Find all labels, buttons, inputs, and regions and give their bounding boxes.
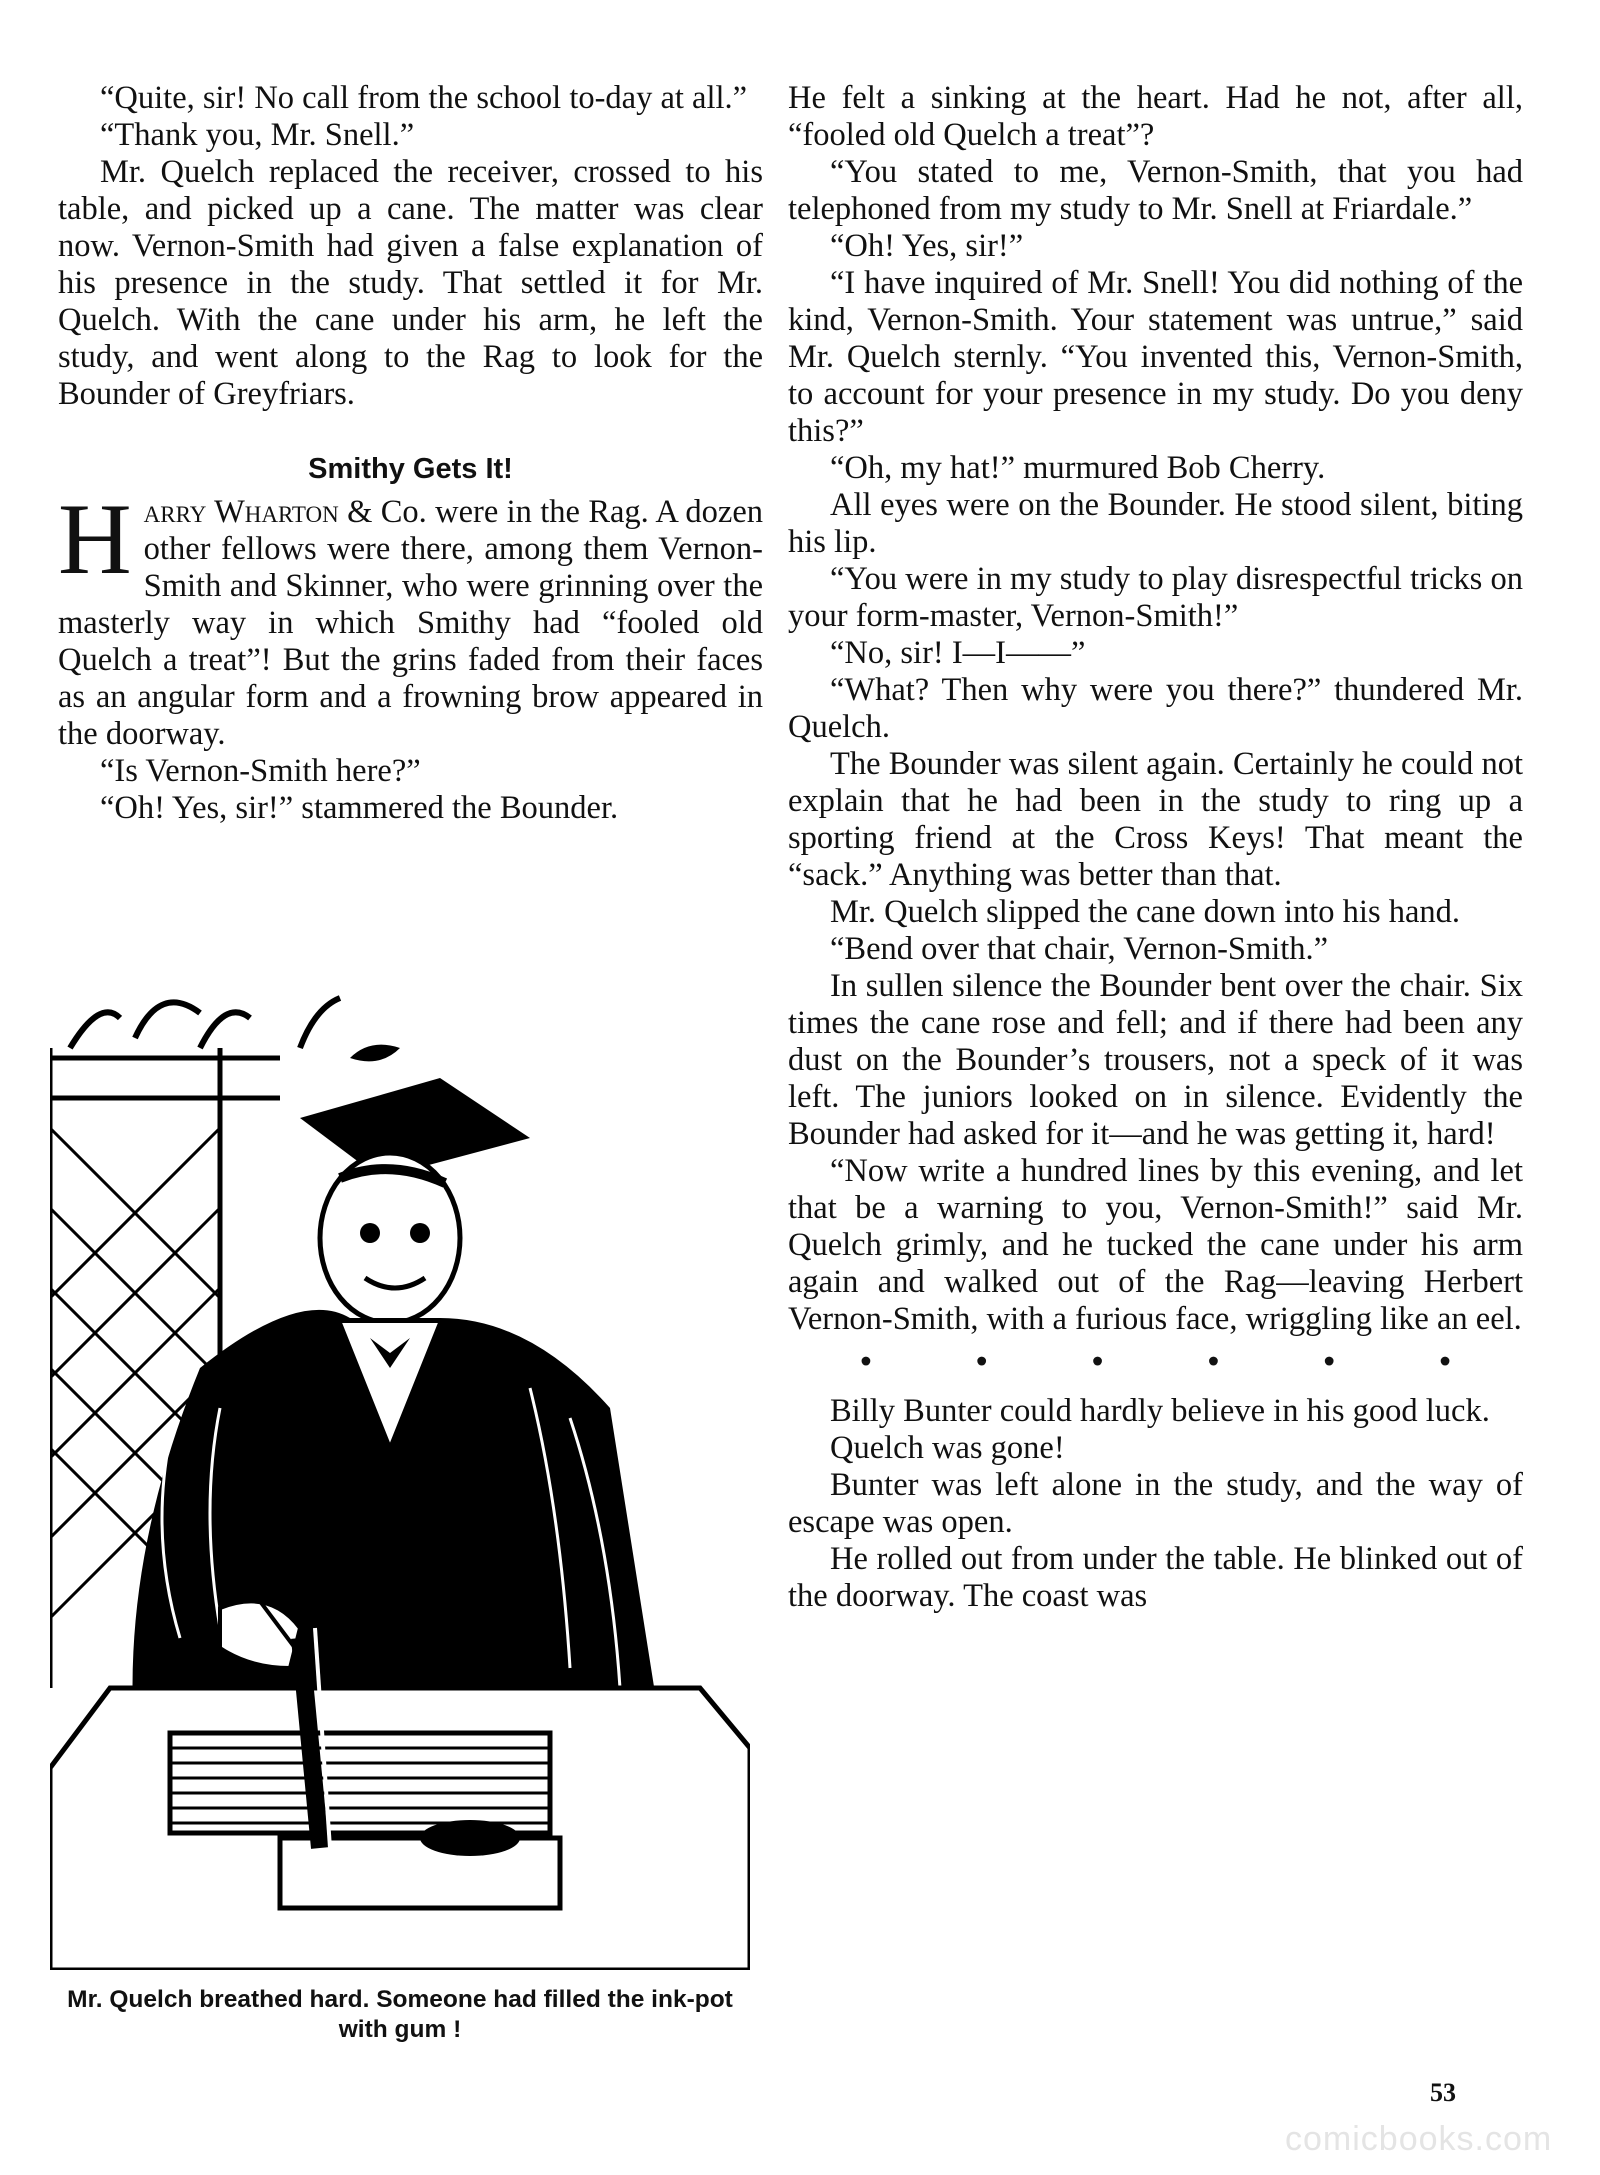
paragraph: “I have inquired of Mr. Snell! You did nothing of the kind, Vernon-Smith. Your statement was untrue,” said Mr. Quelch sternly. “You invented this, Vernon-Smith, to account for your presence in my study. Do you deny this?”: [788, 265, 1523, 449]
paragraph: “Quite, sir! No call from the school to-day at all.”: [100, 80, 748, 116]
paragraph: Bunter was left alone in the study, and the way of escape was open.: [788, 1467, 1523, 1540]
paragraph: Quelch was gone!: [830, 1430, 1065, 1466]
separator-dot: •: [976, 1344, 988, 1380]
paragraph: “You stated to me, Vernon-Smith, that you had telephoned from my study to Mr. Snell at Friardale.”: [788, 154, 1523, 227]
paragraph: “Oh! Yes, sir!”: [830, 228, 1024, 264]
separator-dot: •: [1207, 1344, 1220, 1380]
paragraph: “You were in my study to play disrespectful tricks on your form-master, Vernon-Smith!”: [788, 561, 1523, 634]
page-number: 53: [1430, 2078, 1456, 2107]
paragraph: Mr. Quelch replaced the receiver, crossed to his table, and picked up a cane. The matter was clear now. Vernon-Smith had given a false explanation of his presence in the study. That settled it for Mr. Quelch. With the cane under his arm, he left the study, and went along to the Rag to look for the Bounder of Greyfriars.: [58, 154, 763, 412]
separator-dot: •: [1091, 1344, 1104, 1380]
opening-text: & Co. were in the Rag. A dozen other fellows were there, among them Vernon-Smith and Skinner, who were grinning over the masterly way in which Smithy had “fooled old Quelch a treat”! But the grins faded from their faces as an angular form and a frowning brow appeared in the doorway.: [58, 494, 763, 752]
illustration-caption: Mr. Quelch breathed hard. Someone had filled the ink-pot with gum !: [67, 1986, 733, 2043]
opening-smallcaps: arry Wharton: [143, 494, 339, 530]
paragraph: “Oh! Yes, sir!” stammered the Bounder.: [100, 790, 619, 826]
separator-dot: •: [1439, 1344, 1451, 1380]
right-column: [788, 80, 1523, 1615]
paragraph: “No, sir! I—I——”: [830, 635, 1086, 671]
paragraph: “Now write a hundred lines by this evening, and let that be a warning to you, Vernon-Smith!” said Mr. Quelch grimly, and he tucked the cane under his arm again and walked out of the Rag—leaving Herbert Vernon-Smith, with a furious face, wriggling like an eel.: [788, 1153, 1523, 1337]
paragraph: He felt a sinking at the heart. Had he not, after all, “fooled old Quelch a treat”?: [788, 80, 1523, 153]
section-heading: Smithy Gets It!: [308, 453, 513, 485]
paragraph: The Bounder was silent again. Certainly he could not explain that he had been in the study to ring up a sporting friend at the Cross Keys! That meant the “sack.” Anything was better than that.: [788, 746, 1523, 893]
paragraph: “Is Vernon-Smith here?”: [100, 753, 421, 789]
paragraph: “Thank you, Mr. Snell.”: [100, 117, 415, 153]
left-column: [58, 80, 763, 827]
quelch-illustration: [50, 988, 750, 1970]
separator-dot: •: [860, 1344, 872, 1380]
section-separator: [788, 1344, 1523, 1381]
paragraph: Billy Bunter could hardly believe in his good luck.: [830, 1393, 1490, 1429]
opening-paragraph: [58, 483, 763, 753]
paragraph: “Bend over that chair, Vernon-Smith.”: [830, 931, 1329, 967]
paragraph: In sullen silence the Bounder bent over the chair. Six times the cane rose and fell; and if there had been any dust on the Bounder’s trousers, not a speck of it was left. The juniors looked on in silence. Evidently the Bounder had asked for it—and he was getting it, hard!: [788, 968, 1523, 1152]
paragraph: He rolled out from under the table. He blinked out of the doorway. The coast was: [788, 1541, 1523, 1614]
paragraph: “Oh, my hat!” murmured Bob Cherry.: [830, 450, 1326, 486]
drop-cap: H: [58, 483, 132, 596]
separator-dot: •: [1323, 1344, 1335, 1380]
paragraph: All eyes were on the Bounder. He stood silent, biting his lip.: [788, 487, 1523, 560]
paragraph: Mr. Quelch slipped the cane down into his hand.: [830, 894, 1461, 930]
watermark: comicbooks.com: [1285, 2120, 1553, 2158]
paragraph: “What? Then why were you there?” thundered Mr. Quelch.: [788, 672, 1523, 745]
